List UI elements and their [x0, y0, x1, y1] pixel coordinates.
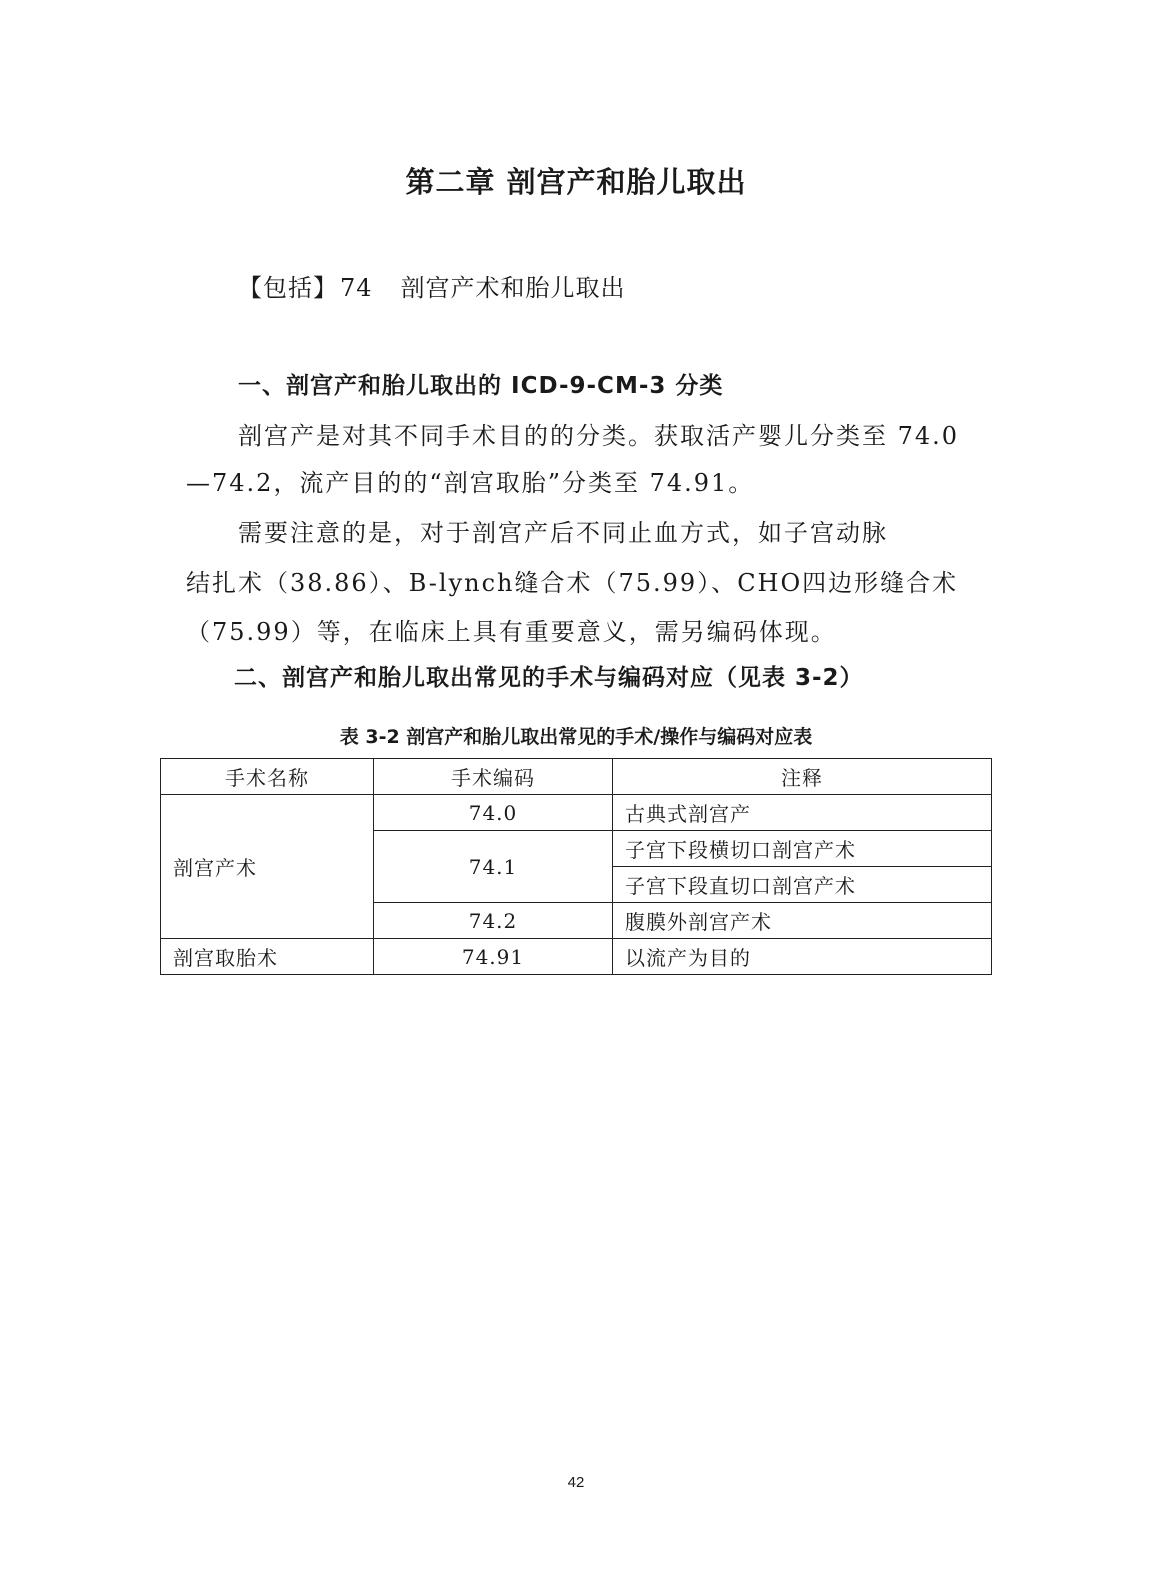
- includes-code: 74: [340, 274, 373, 302]
- cell-note: 子宫下段直切口剖宫产术: [613, 867, 992, 903]
- header-procedure-code: 手术编码: [374, 759, 613, 795]
- section1-para1-line2: —74.2，流产目的的“剖宫取胎”分类至 74.91。: [186, 469, 755, 497]
- cell-note: 子宫下段横切口剖宫产术: [613, 831, 992, 867]
- cell-code: 74.1: [374, 831, 613, 903]
- section1-para2-line3: （75.99）等，在临床上具有重要意义，需另编码体现。: [186, 618, 837, 646]
- section1-para1-line1: 剖宫产是对其不同手术目的的分类。获取活产婴儿分类至 74.0: [238, 422, 960, 450]
- table-header-row: [161, 759, 992, 795]
- includes-label: 【包括】: [238, 274, 338, 302]
- cell-code: 74.91: [374, 939, 613, 975]
- section1-heading: 一、剖宫产和胎儿取出的 ICD-9-CM-3 分类: [238, 373, 724, 399]
- page-number: 42: [567, 1474, 585, 1491]
- section1-para2-line2: 结扎术（38.86）、B-lynch缝合术（75.99）、CHO四边形缝合术: [186, 569, 959, 597]
- cell-note: 古典式剖宫产: [613, 795, 992, 831]
- chapter-title: 第二章 剖宫产和胎儿取出: [405, 165, 747, 199]
- table-row: [161, 939, 992, 975]
- table-row: [161, 795, 992, 831]
- section2-heading: 二、剖宫产和胎儿取出常见的手术与编码对应（见表 3-2）: [234, 665, 864, 691]
- cell-note: 腹膜外剖宫产术: [613, 903, 992, 939]
- includes-text: 剖宫产术和胎儿取出: [400, 274, 626, 302]
- includes-line: [238, 268, 626, 303]
- header-procedure-name: 手术名称: [161, 759, 374, 795]
- cell-code: 74.2: [374, 903, 613, 939]
- cell-code: 74.0: [374, 795, 613, 831]
- procedure-code-table: [160, 758, 992, 975]
- section1-para2-line1: 需要注意的是，对于剖宫产后不同止血方式，如子宫动脉: [238, 519, 888, 547]
- cell-note: 以流产为目的: [613, 939, 992, 975]
- header-note: 注释: [613, 759, 992, 795]
- cell-hysterotomy-name: 剖宫取胎术: [161, 939, 374, 975]
- cell-cesarean-name: 剖宫产术: [161, 795, 374, 939]
- table-caption: 表 3-2 剖宫产和胎儿取出常见的手术/操作与编码对应表: [339, 726, 813, 748]
